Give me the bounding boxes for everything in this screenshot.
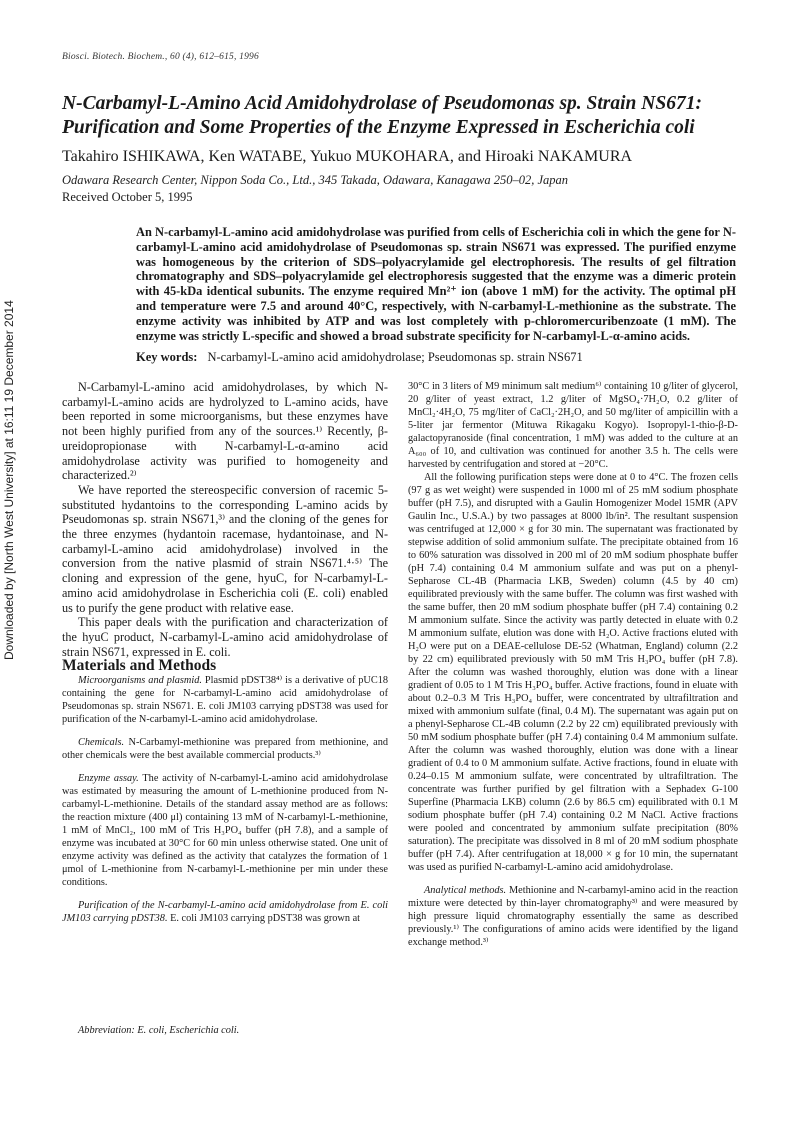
methods-chemicals xyxy=(62,736,388,762)
intro-paragraph-1: N-Carbamyl-L-amino acid amidohydrolases, by which N-carbamyl-L-amino acids are hydrolyzed to L-amino acids, have been reported in some microorganisms, but these enzymes have not been highly purified from any of the sources.¹⁾ Recently, β-ureidopropionase with N-carbamyl-L-α-amino acid amidohydrolase activity was purified to homogeneity and characterized.²⁾ xyxy=(62,380,388,483)
author-list: Takahiro ISHIKAWA, Ken WATABE, Yukuo MUKOHARA, and Hiroaki NAKAMURA xyxy=(62,148,633,165)
methods-enzyme-assay xyxy=(62,772,388,889)
journal-citation: Biosci. Biotech. Biochem., 60 (4), 612–615, 1996 xyxy=(62,52,259,62)
abstract: An N-carbamyl-L-amino acid amidohydrolase was purified from cells of Escherichia coli in which the gene for N-carbamyl-L-amino acid amidohydrolase of Pseudomonas sp. strain NS671 was expressed. The purified enzyme was homogeneous by the criterion of SDS–polyacrylamide gel electrophoresis. The results of gel filtration chromatography and SDS–polyacrylamide gel electrophoresis suggested that the enzyme was a dimeric protein with 45-kDa identical subunits. The enzyme required Mn²⁺ ion (above 1 mM) for the activity. The optimal pH and temperature were 7.5 and around 40°C, respectively, with N-carbamyl-L-methionine as the substrate. The enzyme activity was inhibited by ATP and was lost completely with p-chloromercuribenzoate (1 mM). The enzyme was strictly L-specific and showed a broad substrate specificity for N-carbamyl-L-α-amino acids. xyxy=(136,225,736,343)
intro-paragraph-3: This paper deals with the purification and characterization of the hyuC product, N-carbamyl-L-amino acid amidohydrolase of strain NS671, expressed in E. coli. xyxy=(62,615,388,659)
affiliation: Odawara Research Center, Nippon Soda Co., Ltd., 345 Takada, Odawara, Kanagawa 250–02, Japan xyxy=(62,173,569,187)
methods-purification-head: Purification of the N-carbamyl-L-amino acid amidohydrolase from E. coli JM103 carrying pDST38. xyxy=(62,900,388,925)
purification-paragraph: All the following purification steps were done at 0 to 4°C. The frozen cells (97 g as wet weight) were suspended in 1000 ml of 25 mM sodium phosphate buffer (pH 7.5), and disrupted with a Gaulin Homogenizer Model 15MR (APV Gaulin Inc., U.S.A.) by two passages at 8000 lb/in². The resultant suspension was centrifuged at 12,000 × g for 30 min. The supernatant was fractionated by stepwise addition of solid ammonium sulfate. The precipitate obtained from 16 to 60% saturation was dissolved in 200 ml of 20 mM sodium phosphate buffer (pH 7.4) containing 0.4 M ammonium sulfate and was put on a phenyl-Sepharose CL-4B (Pharmacia LKB, Sweden) column (4.5 by 40 cm) equilibrated previously with the same buffer. The column was first washed with the same buffer, then 20 mM sodium phosphate buffer (pH 7.4) containing 0.2 M ammonium sulfate. Since the activity was partly detected in eluate with 0.2 M ammonium sulfate, elution was done with H₂O. Active fractions eluted with H₂O were put on a DEAE-cellulose DE-52 (Whatman, England) column (2.2 by 22 cm) equilibrated previously with 50 mM Tris H₃PO₄ buffer (pH 7.8). After the column was washed thoroughly, elution was done with a linear gradient of 0.05 to 1 M Tris H₃PO₄ buffer. Active fractions, found in eluate with about 0.2–0.3 M Tris H₃PO₄ buffer, were concentrated by ultrafiltration and mixed with ammonium sulfate (final, 0.4 M). The supernatant was again put on a phenyl-Sepharose CL-4B column (2.2 by 22 cm) equilibrated previously with 50 mM sodium phosphate buffer (pH 7.4) containing 0.4 M ammonium sulfate. After the column was washed thoroughly, elution was done with a linear gradient of 0.4 to 0 M ammonium sulfate. Active fractions, found in eluate with 0.24–0.15 M ammonium sulfate, were concentrated by ultrafiltration. The concentrate was further purified by gel filtration with a Sephadex G-100 Superfine (Pharmacia LKB) column (2.6 by 86.5 cm) equilibrated with 0.1 M sodium phosphate buffer (pH 7.4) containing 0.2 M NaCl. Active fractions were pooled and concentrated by ammonium sulfate precipitation (80% saturation). The precipitate was dissolved in 8 ml of 20 mM sodium phosphate buffer (pH 7.4). After centrifugation at 18,000 × g for 10 min, the supernatant was used as purified N-carbamyl-L-amino acid amidohydrolase. xyxy=(408,472,738,873)
analytical-methods-head: Analytical methods. xyxy=(424,885,507,896)
keywords xyxy=(136,350,736,365)
keywords-text: N-carbamyl-L-amino acid amidohydrolase; Pseudomonas sp. strain NS671 xyxy=(207,350,583,364)
methods-purification xyxy=(62,899,388,925)
analytical-methods-body: Methionine and N-carbamyl-amino acid in the reaction mixture were detected by thin-layer chromatography³⁾ and were measured by high pressure liquid chromatography essentially the same as described previously.¹⁾ The configurations of amino acids were identified by the ligand exchange method.³⁾ xyxy=(408,885,739,948)
download-watermark xyxy=(0,0,20,1123)
methods-enzyme-assay-body: The activity of N-carbamyl-L-amino acid amidohydrolase was estimated by measuring the amount of L-methionine produced from N-carbamyl-L-methionine. Details of the standard assay method are as follows: the reaction mixture (400 μl) containing 13 mM of N-carbamyl-L-methionine, 1 mM of MnCl₂, 100 mM of Tris H₃PO₄ buffer (pH 7.8), and a sample of enzyme was incubated at 30°C for 60 min unless otherwise stated. One unit of enzyme activity was defined as the activity that catalyzes the formation of 1 μmol of L-methionine from N-carbamyl-L-methionine per min under these conditions. xyxy=(62,773,389,889)
culture-paragraph: 30°C in 3 liters of M9 minimum salt medium⁶⁾ containing 10 g/liter of glycerol, 20 g/liter of yeast extract, 1.2 g/liter of MgSO₄·7H₂O, 0.2 g/liter of MnCl₂·4H₂O, 75 mg/liter of CaCl₂·2H₂O, and 50 mg/liter of ampicillin with a 5-liter jar fermentor (Mituwa Rikagaku Kogyo). Isopropyl-1-thio-β-D-galactopyranoside (final concentration, 1 mM) was added to the culture at an A₆₀₀ of 10, and cultivation was continued for another 3.5 h. The cells were harvested by centrifugation and stored at −20°C. xyxy=(408,381,738,470)
left-column xyxy=(62,380,388,925)
methods-microorganisms xyxy=(62,674,388,726)
keywords-label: Key words: xyxy=(136,350,198,364)
right-column xyxy=(408,380,738,949)
abbreviation-footnote: Abbreviation: E. coli, Escherichia coli. xyxy=(78,1025,240,1036)
received-date: Received October 5, 1995 xyxy=(62,190,193,204)
article-title: N-Carbamyl-L-Amino Acid Amidohydrolase of Pseudomonas sp. Strain NS671: Purification and Some Properties of the Enzyme Expressed in Escherichia coli xyxy=(62,93,702,138)
intro-paragraph-2: We have reported the stereospecific conversion of racemic 5-substituted hydantoins to the corresponding L-amino acids by Pseudomonas sp. strain NS671,³⁾ and the cloning of the genes for the three enzymes (hydantoin racemase, hydantoinase, and N-carbamyl-L-amino acid amidohydrolase) involved in the conversion from the native plasmid of strain NS671.⁴·⁵⁾ The cloning and expression of the gene, hyuC, for N-carbamyl-L-amino acid amidohydrolase in Escherichia coli (E. coli) enabled us to purify the gene product with relative ease. xyxy=(62,482,388,615)
methods-chemicals-head: Chemicals. xyxy=(78,737,125,749)
download-watermark-text: Downloaded by [North West University] at 16:11 19 December 2014 xyxy=(2,300,16,660)
methods-microorganisms-head: Microorganisms and plasmid. xyxy=(78,675,202,687)
methods-enzyme-assay-head: Enzyme assay. xyxy=(78,773,139,785)
methods-microorganisms-body: Plasmid pDST38⁴⁾ is a derivative of pUC18 containing the gene for N-carbamyl-L-amino acid amidohydrolase of Pseudomonas sp. strain NS671. E. coli JM103 carrying pDST38 was used for purification of the N-carbamyl-L-amino acid amidohydrolase. xyxy=(62,675,389,726)
methods-chemicals-body: N-Carbamyl-methionine was prepared from methionine, and other chemicals were the best available commercial products.³⁾ xyxy=(62,737,388,762)
methods-purification-body: E. coli JM103 carrying pDST38 was grown at xyxy=(167,913,361,925)
analytical-methods xyxy=(408,884,738,949)
section-heading-methods: Materials and Methods xyxy=(62,657,217,675)
